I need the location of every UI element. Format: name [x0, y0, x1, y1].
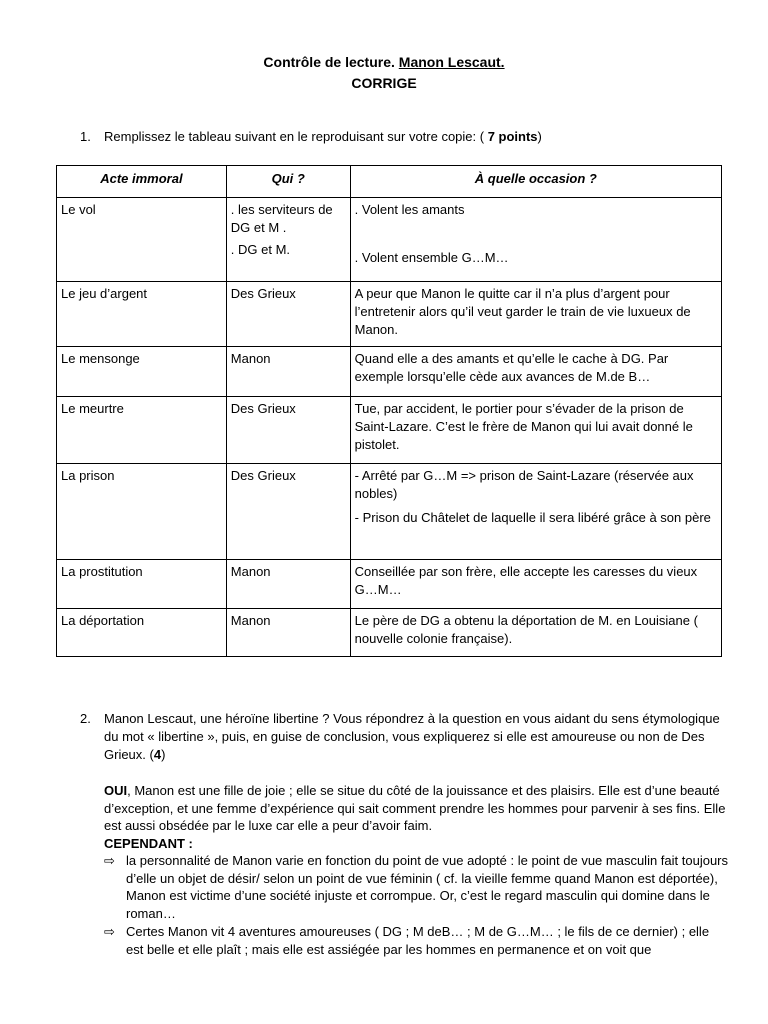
title-book: Manon Lescaut.: [398, 54, 505, 70]
answer-oui-label: OUI: [104, 783, 128, 798]
cell-act: Le mensonge: [57, 347, 227, 397]
cell-occasion: Le père de DG a obtenu la déportation de M. en Louisiane ( nouvelle colonie française).: [350, 609, 721, 657]
question-number: 2.: [80, 711, 91, 726]
answer-cependant-label: CEPENDANT :: [104, 835, 193, 851]
question-text-start: Manon Lescaut, une héroïne libertine ? Vous répondrez à la question en vous aidant du sens étymologique du mot « libertine », puis, en guise de conclusion, vous expliquerez si elle est amoureuse ou non de Des Grieux. (: [104, 711, 720, 762]
question-text: [104, 128, 730, 146]
cell-act: Le vol: [57, 198, 227, 282]
document-title: [0, 54, 768, 70]
answer-oui-text: , Manon est une fille de joie ; elle se situe du côté de la jouissance et des plaisirs. Elle est d’une beauté d’exception, et une femme d’expérience qui sait comment prendre les hommes pour parvenir à ses fins. Elle est aussi obsédée par le luxe car elle a peur d’avoir faim.: [104, 783, 726, 833]
cell-occasion: [350, 464, 721, 560]
cell-who: Manon: [226, 560, 350, 609]
cell-occasion-line: . Volent ensemble G…M…: [354, 250, 509, 265]
table-header-row: [57, 166, 722, 198]
answer-bullet: [104, 923, 728, 958]
cell-who: Manon: [226, 609, 350, 657]
question-text-end: ): [537, 129, 542, 144]
answer-bullet: [104, 852, 728, 922]
cell-who: [226, 198, 350, 282]
question-text-end: ): [161, 747, 166, 762]
answer-bullet-text: la personnalité de Manon varie en fonction du point de vue adopté : le point de vue masculin fait toujours d’elle un objet de désir/ selon un point de vue féminin ( cf. la vieille femme quand Manon est déportée), Manon est victime d’une société injuste et corrompue. Or, c’est le regard masculin qui domine dans le roman…: [126, 853, 729, 921]
header-who: Qui ?: [226, 166, 350, 198]
cell-occasion: Tue, par accident, le portier pour s’évader de la prison de Saint-Lazare. C’est le frère de Manon qui lui avait donné le pistolet.: [350, 397, 721, 464]
cell-occasion-line: - Prison du Châtelet de laquelle il sera libéré grâce à son père: [354, 510, 711, 525]
table-row: [57, 282, 722, 347]
cell-occasion: [350, 198, 721, 282]
arrow-right-icon: ⇨: [104, 924, 115, 939]
question-points: 4: [153, 747, 162, 762]
cell-act: La prostitution: [57, 560, 227, 609]
question-text-start: Remplissez le tableau suivant en le reproduisant sur votre copie: (: [104, 129, 488, 144]
cell-who-line: . les serviteurs de DG et M .: [230, 202, 333, 235]
question-2: [80, 710, 730, 764]
question-text: [104, 710, 730, 764]
question-points: 7 points: [487, 129, 538, 144]
table-row: [57, 198, 722, 282]
cell-who: Des Grieux: [226, 397, 350, 464]
question-1: [80, 128, 730, 146]
question-number: 1.: [80, 129, 91, 144]
title-prefix: Contrôle de lecture.: [263, 54, 399, 70]
table-row: [57, 560, 722, 609]
cell-occasion-line: - Arrêté par G…M => prison de Saint-Lazare (réservée aux nobles): [354, 468, 694, 501]
header-act: Acte immoral: [57, 166, 227, 198]
table-row: [57, 397, 722, 464]
cell-occasion: A peur que Manon le quitte car il n’a plus d’argent pour l’entretenir alors qu’il veut garder le train de vie luxueux de Manon.: [350, 282, 721, 347]
cell-who: Manon: [226, 347, 350, 397]
answer-bullet-text: Certes Manon vit 4 aventures amoureuses ( DG ; M deB… ; M de G…M… ; le fils de ce dernier) ; elle est belle et elle plaît ; mais elle est assiégée par les hommes en permanence et on voit que: [126, 924, 710, 957]
table-row: [57, 609, 722, 657]
table-row: [57, 464, 722, 560]
cell-occasion: Quand elle a des amants et qu’elle le cache à DG. Par exemple lorsqu’elle cède aux avances de M.de B…: [350, 347, 721, 397]
cell-act: La prison: [57, 464, 227, 560]
cell-occasion-line: . Volent les amants: [354, 202, 465, 217]
cell-act: La déportation: [57, 609, 227, 657]
table-row: [57, 347, 722, 397]
immoral-acts-table: [56, 165, 722, 657]
cell-act: Le meurtre: [57, 397, 227, 464]
answer-paragraph: [104, 782, 728, 852]
cell-who: Des Grieux: [226, 464, 350, 560]
cell-who: Des Grieux: [226, 282, 350, 347]
header-occasion: À quelle occasion ?: [350, 166, 721, 198]
cell-act: Le jeu d’argent: [57, 282, 227, 347]
document-subtitle: CORRIGE: [351, 75, 417, 91]
cell-occasion: Conseillée par son frère, elle accepte les caresses du vieux G…M…: [350, 560, 721, 609]
arrow-right-icon: ⇨: [104, 853, 115, 868]
cell-who-line: . DG et M.: [230, 242, 291, 257]
